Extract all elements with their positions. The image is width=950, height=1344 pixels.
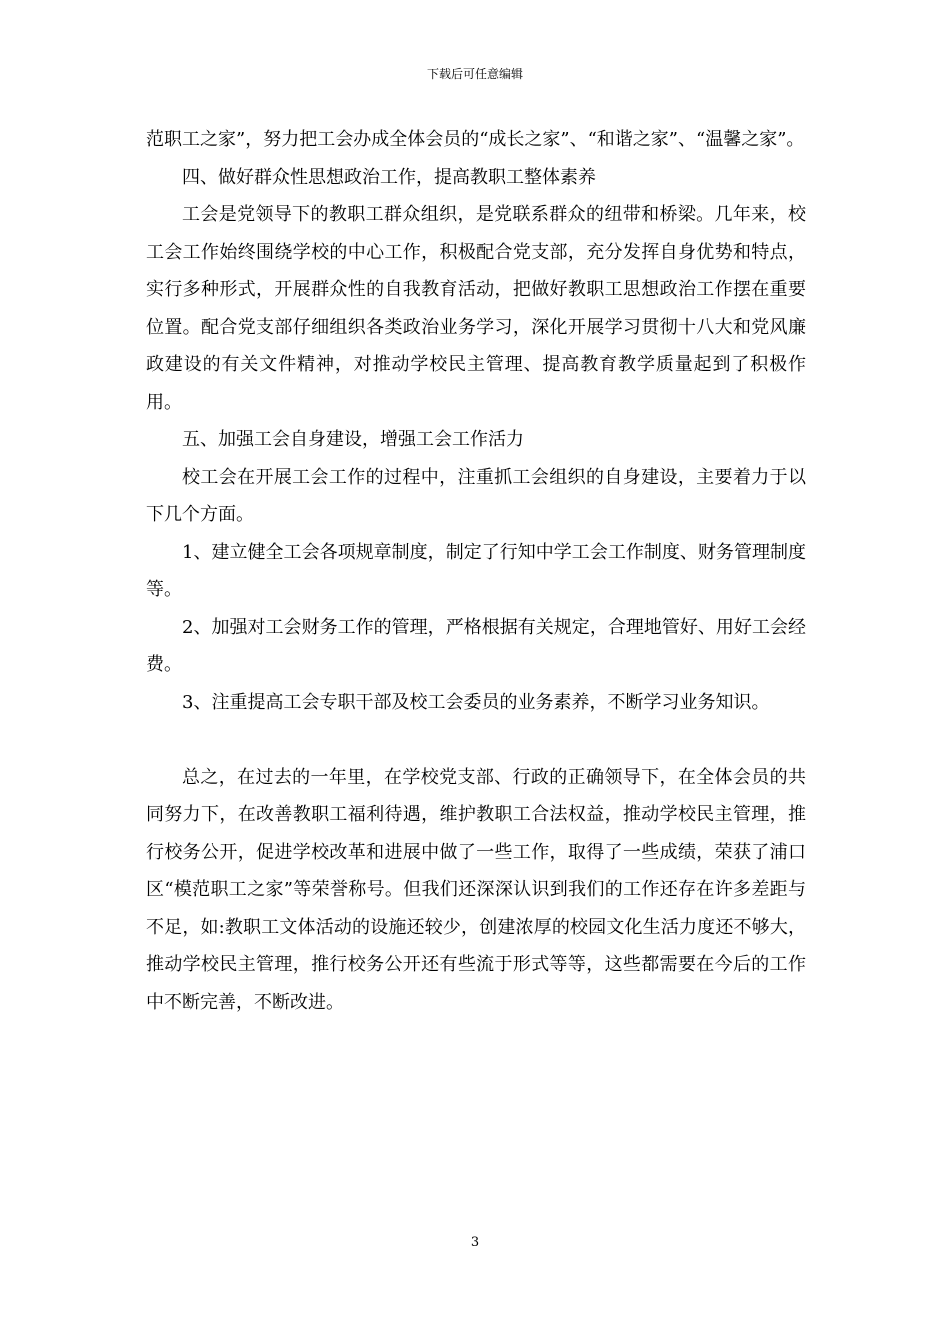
list-item: 3、注重提高工会专职干部及校工会委员的业务素养，不断学习业务知识。 xyxy=(182,691,770,713)
section-heading: 五、加强工会自身建设，增强工会工作活力 xyxy=(182,429,524,450)
list-item: 2、加强对工会财务工作的管理，严格根据有关规定，合理地管好、用好工会经费。 xyxy=(146,616,806,675)
paragraph-spacer xyxy=(146,721,806,759)
section-heading: 四、做好群众性思想政治工作，提高教职工整体素养 xyxy=(182,166,596,188)
document-body xyxy=(146,121,806,1021)
paragraph: 总之，在过去的一年里，在学校党支部、行政的正确领导下，在全体会员的共同努力下，在改善教职工福利待遇，维护教职工合法权益，推动学校民主管理，推行校务公开，促进学校改革和进展中做了一些工作，取得了一些成绩，荣获了浦口区“模范职工之家”等荣誉称号。但我们还深深认识到我们的工作还存在许多差距与不足，如:教职工文体活动的设施还较少，创建浓厚的校园文化生活力度还不够大，推动学校民主管理，推行校务公开还有些流于形式等等，这些都需要在今后的工作中不断完善，不断改进。 xyxy=(146,766,806,1013)
paragraph: 工会是党领导下的教职工群众组织，是党联系群众的纽带和桥梁。几年来，校工会工作始终围绕学校的中心工作，积极配合党支部，充分发挥自身优势和特点，实行多种形式，开展群众性的自我教育活动，把做好教职工思想政治工作摆在重要位置。配合党支部仔细组织各类政治业务学习，深化开展学习贯彻十八大和党风廉政建设的有关文件精神，对推动学校民主管理、提高教育教学质量起到了积极作用。 xyxy=(146,204,806,413)
paragraph: 校工会在开展工会工作的过程中，注重抓工会组织的自身建设，主要着力于以下几个方面。 xyxy=(146,466,806,525)
paragraph: 范职工之家”，努力把工会办成全体会员的“成长之家”、“和谐之家”、“温馨之家”。 xyxy=(146,129,805,150)
page-number: 3 xyxy=(470,1235,480,1250)
page-header-note: 下载后可任意编辑 xyxy=(426,67,523,81)
list-item: 1、建立健全工会各项规章制度，制定了行知中学工会工作制度、财务管理制度等。 xyxy=(146,541,806,600)
